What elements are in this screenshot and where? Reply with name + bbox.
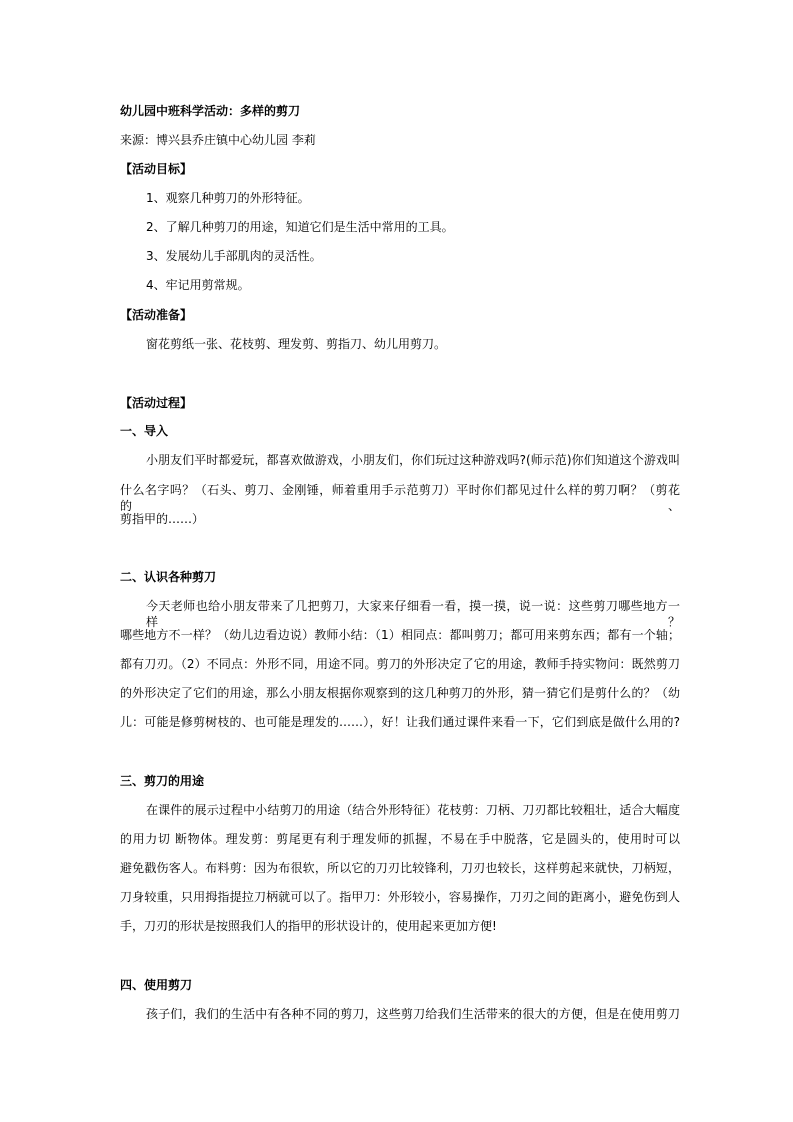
goals-heading: 【活动目标】 bbox=[120, 162, 193, 176]
paragraph-line: 避免戳伤客人。布料剪：因为布很软，所以它的刀刃比较锋利，刀刃也较长，这样剪起来就快，刀柄短， bbox=[120, 861, 680, 875]
paragraph-line: 的外形决定了它们的用途，那么小朋友根据你观察到的这几种剪刀的外形，猜一猜它们是剪什么的？（幼 bbox=[120, 686, 680, 700]
paragraph-line: 剪指甲的……） bbox=[120, 512, 205, 526]
goal-item: 1、观察几种剪刀的外形特征。 bbox=[146, 191, 310, 205]
section-heading-uses: 三、剪刀的用途 bbox=[120, 774, 205, 788]
goal-item: 2、了解几种剪刀的用途，知道它们是生活中常用的工具。 bbox=[146, 220, 454, 234]
process-heading: 【活动过程】 bbox=[120, 396, 193, 410]
paragraph-line: 的用力切 断物体。理发剪：剪尾更有利于理发师的抓握，不易在手中脱落，它是圆头的，使用时可以 bbox=[120, 832, 680, 846]
section-heading-intro: 一、导入 bbox=[120, 424, 169, 438]
source-line: 来源：博兴县乔庄镇中心幼儿园 李莉 bbox=[120, 133, 316, 147]
paragraph-line: 什么名字吗？（石头、剪刀、金刚锤，师着重用手示范剪刀）平时你们都见过什么样的剪刀啊？（剪花的、 bbox=[120, 483, 680, 513]
section-heading-identify: 二、认识各种剪刀 bbox=[120, 570, 217, 584]
prep-text: 窗花剪纸一张、花枝剪、理发剪、剪指刀、幼儿用剪刀。 bbox=[146, 337, 447, 351]
paragraph-line: 儿：可能是修剪树枝的、也可能是理发的……），好！让我们通过课件来看一下，它们到底是做什么用的? bbox=[120, 715, 680, 729]
prep-heading: 【活动准备】 bbox=[120, 308, 193, 322]
goal-item: 4、牢记用剪常规。 bbox=[146, 278, 250, 292]
goal-item: 3、发展幼儿手部肌肉的灵活性。 bbox=[146, 249, 322, 263]
paragraph-line: 哪些地方不一样？（幼儿边看边说）教师小结：（1）相同点：都叫剪刀；都可用来剪东西；都有一个轴； bbox=[120, 628, 680, 642]
paragraph-line: 手，刀刃的形状是按照我们人的指甲的形状设计的，使用起来更加方便! bbox=[120, 919, 497, 933]
paragraph-line: 刀身较重，只用拇指提拉刀柄就可以了。指甲刀：外形较小，容易操作，刀刃之间的距离小，避免伤到人 bbox=[120, 890, 680, 904]
paragraph-line: 孩子们，我们的生活中有各种不同的剪刀，这些剪刀给我们生活带来的很大的方便，但是在使用剪刀 bbox=[146, 1007, 680, 1021]
paragraph-line: 都有刀刃。（2）不同点：外形不同，用途不同。剪刀的外形决定了它的用途，教师手持实物问：既然剪刀 bbox=[120, 657, 680, 671]
document-title: 幼儿园中班科学活动：多样的剪刀 bbox=[120, 104, 301, 118]
paragraph-line: 小朋友们平时都爱玩，都喜欢做游戏，小朋友们，你们玩过这种游戏吗?(师示范)你们知道这个游戏叫 bbox=[146, 453, 680, 467]
paragraph-line: 今天老师也给小朋友带来了几把剪刀，大家来仔细看一看，摸一摸，说一说：这些剪刀哪些地方一样？ bbox=[146, 599, 680, 629]
paragraph-line: 在课件的展示过程中小结剪刀的用途（结合外形特征）花枝剪：刀柄、刀刃都比较粗壮，适合大幅度 bbox=[146, 803, 680, 817]
section-heading-usage: 四、使用剪刀 bbox=[120, 978, 193, 992]
